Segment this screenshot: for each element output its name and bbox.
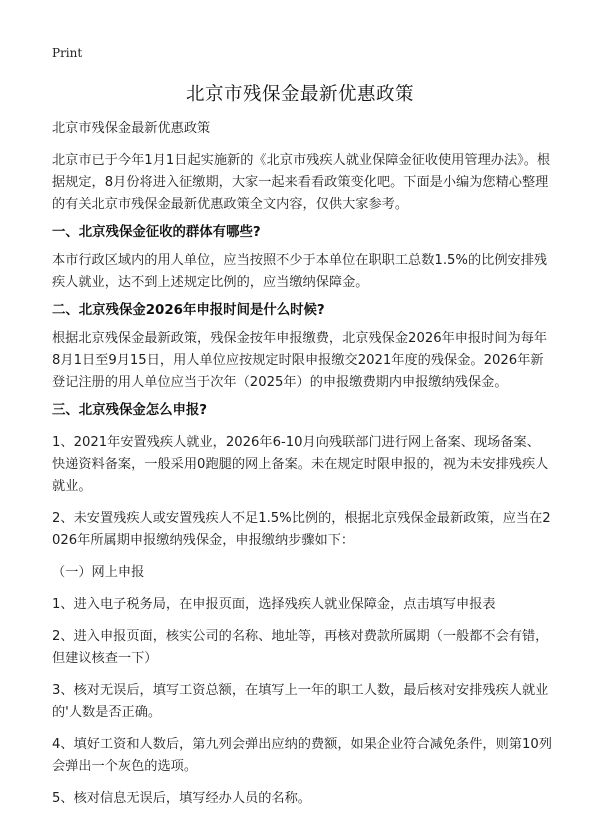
section-3-heading: 三、北京残保金怎么申报? xyxy=(52,403,208,418)
document-body xyxy=(52,118,552,810)
online-filing-heading: （一）网上申报 xyxy=(52,565,145,580)
step-3: 3、核对无误后，填写工资总额，在填写上一年的职工人数，最后核对安排残疾人就业的'人数是否正确。 xyxy=(52,683,549,720)
print-label: Print xyxy=(52,46,83,60)
section-2-body: 根据北京残保金最新政策，残保金按年申报缴费，北京残保金2026年申报时间为每年8月1日至9月15日，用人单位应按规定时限申报缴交2021年度的残保金。2026年新登记注册的用人单位应当于次年（2025年）的申报缴费期内申报缴纳残保金。 xyxy=(52,331,548,390)
section-1-heading: 一、北京残保金征收的群体有哪些? xyxy=(52,225,261,240)
list-item-2: 2、未安置残疾人或安置残疾人不足1.5%比例的，根据北京残保金最新政策，应当在2026年所属期申报缴纳残保金，申报缴纳步骤如下： xyxy=(52,511,551,548)
section-2-heading: 二、北京残保金2026年申报时间是什么时候? xyxy=(52,303,325,318)
step-5: 5、核对信息无误后，填写经办人员的名称。 xyxy=(52,791,311,806)
step-1: 1、进入电子税务局，在申报页面，选择残疾人就业保障金，点击填写申报表 xyxy=(52,597,496,612)
section-1-body: 本市行政区域内的用人单位，应当按照不少于本单位在职职工总数1.5%的比例安排残疾人就业，达不到上述规定比例的，应当缴纳保障金。 xyxy=(52,253,548,290)
intro-paragraph: 北京市已于今年1月1日起实施新的《北京市残疾人就业保障金征收使用管理办法》。根据规定，8月份将进入征缴期，大家一起来看看政策变化吧。下面是小编为您精心整理的有关北京市残保金最新优惠政策全文内容，仅供大家参考。 xyxy=(52,153,551,212)
list-item-1: 1、2021年安置残疾人就业，2026年6-10月向残联部门进行网上备案、现场备案、快递资料备案，一般采用0跑腿的网上备案。未在规定时限申报的，视为未安排残疾人就业。 xyxy=(52,435,549,494)
step-4: 4、填好工资和人数后，第九列会弹出应纳的费额，如果企业符合减免条件，则第10列会弹出一个灰色的选项。 xyxy=(52,737,552,774)
document-subtitle: 北京市残保金最新优惠政策 xyxy=(52,121,211,136)
step-2: 2、进入申报页面，核实公司的名称、地址等，再核对费款所属期（一般都不会有错，但建议核查一下） xyxy=(52,629,549,666)
document-title: 北京市残保金最新优惠政策 xyxy=(185,84,414,105)
